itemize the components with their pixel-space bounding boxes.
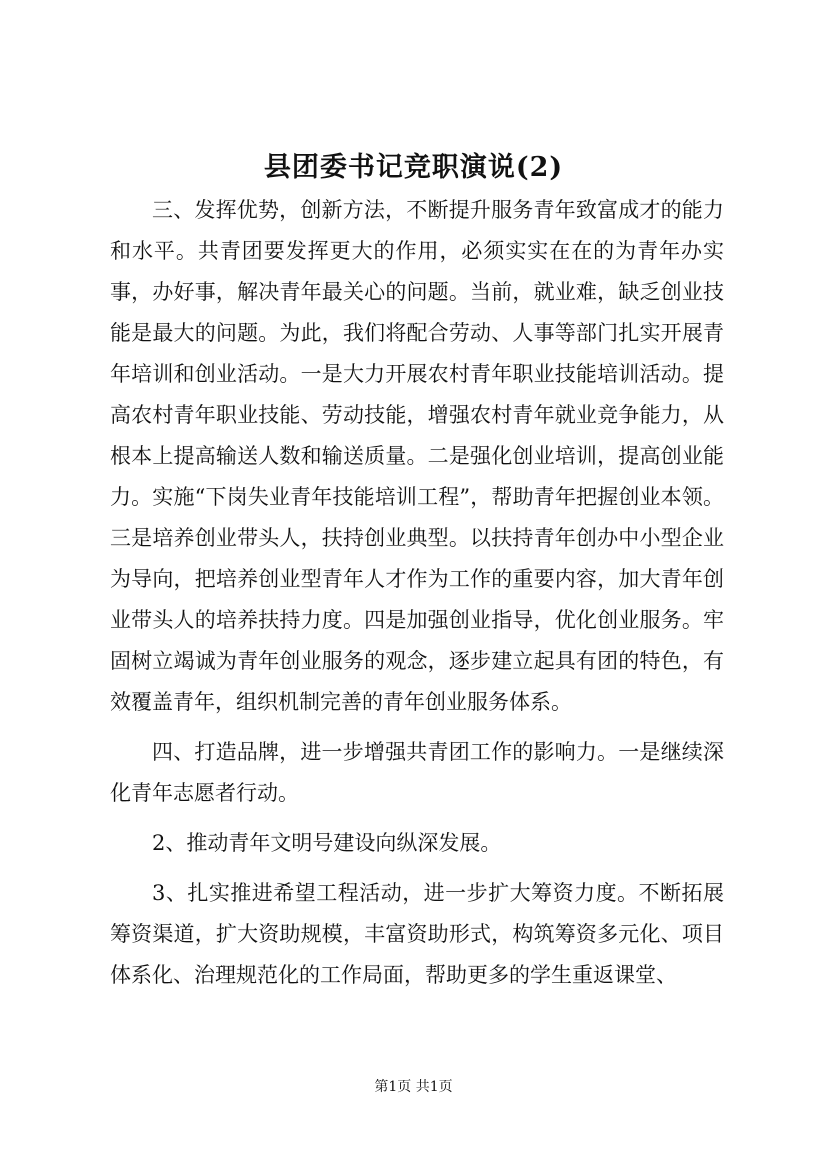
document-body (110, 190, 724, 1005)
paragraph-4: 3、扎实推进希望工程活动，进一步扩大筹资力度。不断拓展筹资渠道，扩大资助规模，丰富资助形式，构筑筹资多元化、项目体系化、治理规范化的工作局面，帮助更多的学生重返课堂、 (110, 881, 724, 987)
paragraph-3: 2、推动青年文明号建设向纵深发展。 (152, 831, 502, 855)
page-footer: 第1页 共1页 (374, 1079, 453, 1095)
paragraph-1: 三、发挥优势，创新方法，不断提升服务青年致富成才的能力和水平。共青团要发挥更大的作用，必须实实在在的为青年办实事，办好事，解决青年最关心的问题。当前，就业难，缺乏创业技能是最大的问题。为此，我们将配合劳动、人事等部门扎实开展青年培训和创业活动。一是大力开展农村青年职业技能培训活动。提高农村青年职业技能、劳动技能，增强农村青年就业竞争能力，从根本上提高输送人数和输送质量。二是强化创业培训，提高创业能力。实施“下岗失业青年技能培训工程”，帮助青年把握创业本领。三是培养创业带头人，扶持创业典型。以扶持青年创办中小型企业为导向，把培养创业型青年人才作为工作的重要内容，加大青年创业带头人的培养扶持力度。四是加强创业指导，优化创业服务。牢固树立竭诚为青年创业服务的观念，逐步建立起具有团的特色，有效覆盖青年，组织机制完善的青年创业服务体系。 (110, 198, 724, 714)
document-title: 县团委书记竞职演说(2) (263, 152, 564, 183)
paragraph-2: 四、打造品牌，进一步增强共青团工作的影响力。一是继续深化青年志愿者行动。 (110, 740, 724, 805)
